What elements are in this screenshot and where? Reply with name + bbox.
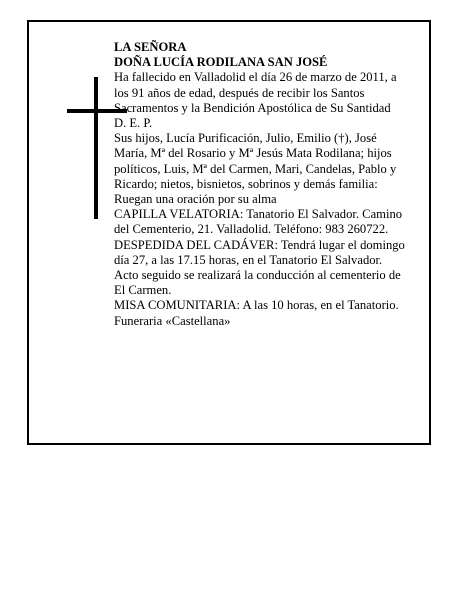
deceased-name: DOÑA LUCÍA RODILANA SAN JOSÉ xyxy=(114,55,328,70)
funeral-home: Funeraria «Castellana» xyxy=(114,313,231,328)
farewell-info: DESPEDIDA DEL CADÁVER: Tendrá lugar el domingo día 27, a las 17.15 horas, en el Tanatorio El Salvador. Acto seguido se realizará la conducción al cementerio de El Carmen. xyxy=(114,237,405,298)
notice-title: LA SEÑORA xyxy=(114,40,187,54)
death-info: Ha fallecido en Valladolid el día 26 de marzo de 2011, a los 91 años de edad, después de recibir los Santos Sacramentos y la Bendición Apostólica de Su Santidad D. E. P. xyxy=(114,70,397,131)
cross-vertical-bar xyxy=(94,77,98,219)
notice-text xyxy=(114,40,406,329)
prayer-request: Ruegan una oración por su alma xyxy=(114,192,277,207)
chapel-info: CAPILLA VELATORIA: Tanatorio El Salvador. Camino del Cementerio, 21. Valladolid. Teléfono: 983 260722. xyxy=(114,207,403,237)
family-list: Sus hijos, Lucía Purificación, Julio, Emilio (†), José María, Mª del Rosario y Mª Jesús Mata Rodilana; hijos políticos, Luis, Mª del Carmen, Mari, Candelas, Pablo y Ricardo; nietos, bisnietos, sobrinos y demás familia: xyxy=(114,131,397,191)
mass-info: MISA COMUNITARIA: A las 10 horas, en el Tanatorio. xyxy=(114,298,399,313)
